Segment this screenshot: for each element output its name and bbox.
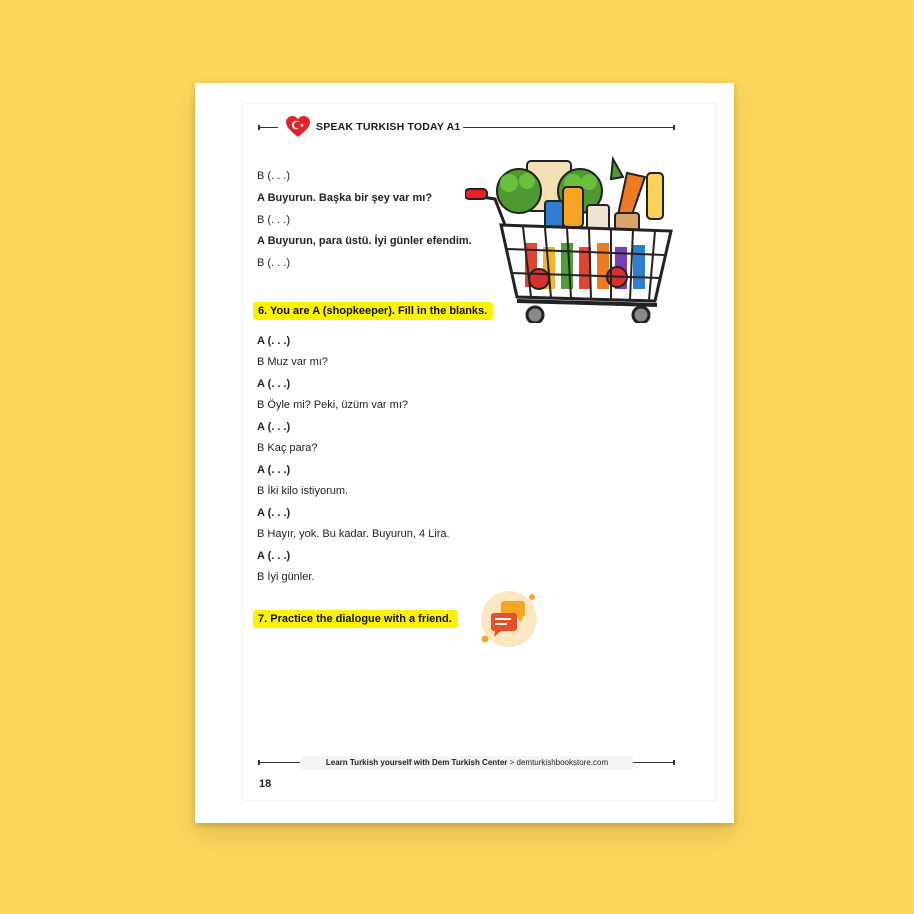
footer-text-link: > demturkishbookstore.com (507, 758, 609, 767)
dialogue-line: A (. . .) (257, 507, 291, 519)
dialogue-line: B Muz var mı? (257, 356, 328, 368)
footer-rule-cap (673, 760, 675, 765)
exercise-6-heading: 6. You are A (shopkeeper). Fill in the blanks. (253, 302, 493, 320)
dialogue-line: A (. . .) (257, 378, 291, 390)
dialogue-line: B İki kilo istiyorum. (257, 485, 349, 497)
dialogue-line: B (. . .) (257, 214, 290, 226)
dialogue-line: B (. . .) (257, 257, 290, 269)
header-rule-right (463, 127, 673, 128)
dialogue-line: B Öyle mi? Peki, üzüm var mı? (257, 399, 408, 411)
header-rule-left (260, 127, 278, 128)
header-title: SPEAK TURKISH TODAY A1 (316, 121, 461, 133)
dialogue-line: B Kaç para? (257, 442, 318, 454)
footer-text-bold: Learn Turkish yourself with Dem Turkish Center (325, 758, 508, 767)
shopping-cart-illustration (465, 151, 681, 323)
dialogue-line: B İyi günler. (257, 571, 315, 583)
footer-text (301, 756, 633, 770)
book-page (195, 83, 734, 823)
header-rule-cap (673, 125, 675, 130)
dialogue-line: A Buyurun, para üstü. İyi günler efendim. (257, 235, 472, 247)
exercise-7-heading: 7. Practice the dialogue with a friend. (253, 610, 458, 628)
dialogue-line: A Buyurun. Başka bir şey var mı? (257, 192, 433, 204)
chat-bubbles-icon (479, 589, 539, 649)
dialogue-line: B (. . .) (257, 170, 290, 182)
footer-rule-left (260, 762, 300, 763)
page-number: 18 (259, 778, 272, 790)
dialogue-line: A (. . .) (257, 550, 291, 562)
dialogue-line: A (. . .) (257, 464, 291, 476)
dialogue-line: A (. . .) (257, 335, 291, 347)
dialogue-line: B Hayır, yok. Bu kadar. Buyurun, 4 Lira. (257, 528, 450, 540)
footer-rule-right (633, 762, 673, 763)
dialogue-line: A (. . .) (257, 421, 291, 433)
turkey-flag-heart-icon (285, 115, 311, 139)
